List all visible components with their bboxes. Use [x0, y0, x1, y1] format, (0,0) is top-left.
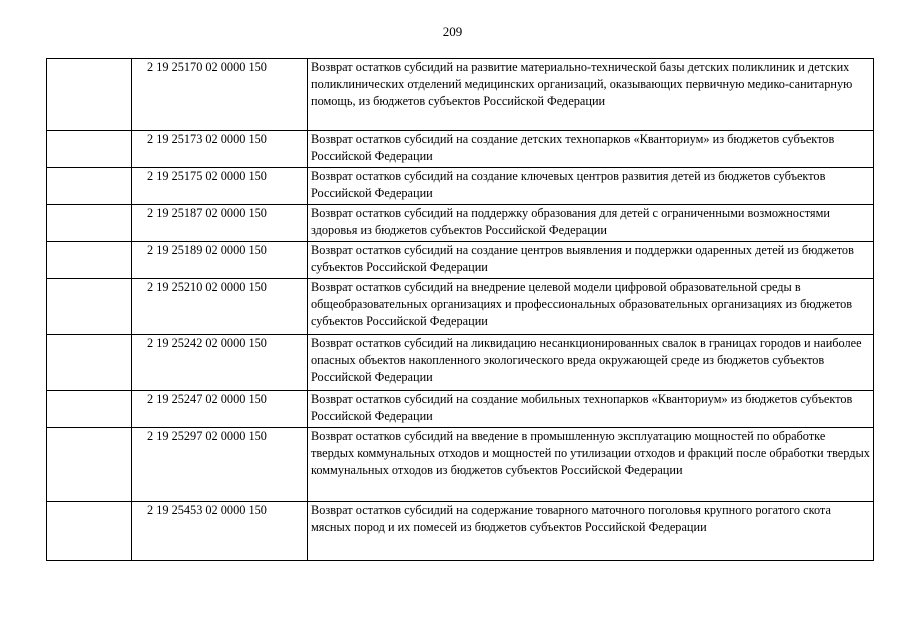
description-cell: Возврат остатков субсидий на создание центров выявления и поддержки одаренных детей из бюджетов субъектов Российской Федерации — [308, 242, 874, 279]
table-row — [47, 279, 874, 335]
admin-code-cell — [47, 335, 132, 391]
budget-code-cell: 2 19 25297 02 0000 150 — [132, 428, 308, 502]
admin-code-cell — [47, 279, 132, 335]
admin-code-cell — [47, 168, 132, 205]
description-cell: Возврат остатков субсидий на введение в промышленную эксплуатацию мощностей по обработке твердых коммунальных отходов и мощностей по утилизации отходов и фракций после обработки твердых коммунальных отходов из бюджетов субъектов Российской Федерации — [308, 428, 874, 502]
admin-code-cell — [47, 131, 132, 168]
budget-code-cell: 2 19 25210 02 0000 150 — [132, 279, 308, 335]
page-number: 209 — [442, 24, 463, 39]
admin-code-cell — [47, 502, 132, 561]
budget-code-cell: 2 19 25173 02 0000 150 — [132, 131, 308, 168]
admin-code-cell — [47, 242, 132, 279]
admin-code-cell — [47, 391, 132, 428]
table-row — [47, 502, 874, 561]
admin-code-cell — [47, 428, 132, 502]
table-row — [47, 205, 874, 242]
description-cell: Возврат остатков субсидий на ликвидацию несанкционированных свалок в границах городов и наиболее опасных объектов накопленного экологического вреда окружающей среде из бюджетов субъектов Российской Федерации — [308, 335, 874, 391]
description-cell: Возврат остатков субсидий на создание детских технопарков «Кванториум» из бюджетов субъектов Российской Федерации — [308, 131, 874, 168]
table-row — [47, 391, 874, 428]
description-cell: Возврат остатков субсидий на поддержку образования для детей с ограниченными возможностями здоровья из бюджетов субъектов Российской Федерации — [308, 205, 874, 242]
budget-code-cell: 2 19 25189 02 0000 150 — [132, 242, 308, 279]
table-row — [47, 335, 874, 391]
budget-code-cell: 2 19 25453 02 0000 150 — [132, 502, 308, 561]
table-row — [47, 59, 874, 131]
budget-code-table — [46, 58, 874, 561]
table-row — [47, 242, 874, 279]
budget-code-cell: 2 19 25170 02 0000 150 — [132, 59, 308, 131]
description-cell: Возврат остатков субсидий на развитие материально-технической базы детских поликлиник и детских поликлинических отделений медицинских организаций, оказывающих первичную медико-санитарную помощь, из бюджетов субъектов Российской Федерации — [308, 59, 874, 131]
description-cell: Возврат остатков субсидий на содержание товарного маточного поголовья крупного рогатого скота мясных пород и их помесей из бюджетов субъектов Российской Федерации — [308, 502, 874, 561]
description-cell: Возврат остатков субсидий на создание мобильных технопарков «Кванториум» из бюджетов субъектов Российской Федерации — [308, 391, 874, 428]
description-cell: Возврат остатков субсидий на внедрение целевой модели цифровой образовательной среды в общеобразовательных организациях и профессиональных образовательных организациях из бюджетов субъектов Российской Федерации — [308, 279, 874, 335]
budget-code-cell: 2 19 25175 02 0000 150 — [132, 168, 308, 205]
budget-code-cell: 2 19 25247 02 0000 150 — [132, 391, 308, 428]
budget-code-cell: 2 19 25187 02 0000 150 — [132, 205, 308, 242]
description-cell: Возврат остатков субсидий на создание ключевых центров развития детей из бюджетов субъектов Российской Федерации — [308, 168, 874, 205]
table-row — [47, 168, 874, 205]
admin-code-cell — [47, 205, 132, 242]
budget-code-cell: 2 19 25242 02 0000 150 — [132, 335, 308, 391]
admin-code-cell — [47, 59, 132, 131]
table-row — [47, 428, 874, 502]
table-row — [47, 131, 874, 168]
